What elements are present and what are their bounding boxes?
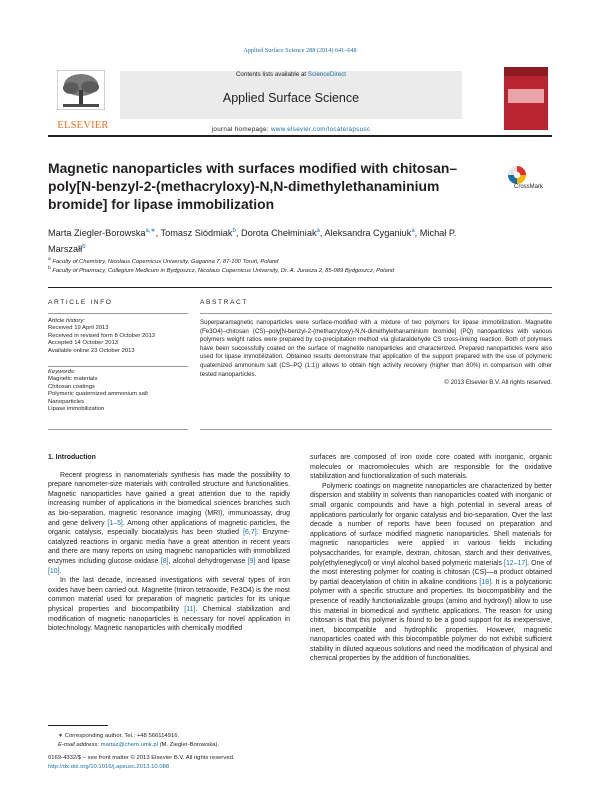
article-history: [48, 318, 188, 355]
elsevier-wordmark: ELSEVIER: [57, 120, 109, 131]
keyword: Nanoparticles: [48, 398, 85, 405]
journal-header: [48, 64, 552, 136]
article-info-divider: [48, 313, 188, 314]
article-title: Magnetic nanoparticles with surfaces modified with chitosan–poly[N-benzyl-2-(methacryloxy)-N,N-dimethylethanaminium bromide] for lipase immobilization: [48, 160, 458, 212]
author-affiliation-marker[interactable]: a: [411, 228, 415, 234]
citation-link[interactable]: [1–5]: [107, 519, 123, 527]
crossmark-label: CrossMark: [514, 184, 544, 190]
citation-link[interactable]: [9]: [247, 557, 256, 565]
article-info-divider: [48, 366, 188, 367]
paragraph-text: . One of the most interesting polymer for coating is chitosan (CS)—a product obtained by partial deacetylation of chitin in alkaline conditions: [310, 559, 552, 586]
paragraph-text: . Enzyme-catalyzed reactions in organic media have a great attention in recent years and there are many reports on using magnetic nanoparticles with immobilized enzymes including glucose oxidase: [48, 529, 290, 565]
cover-band: [504, 67, 548, 76]
homepage-label: journal homepage:: [211, 126, 271, 133]
history-item: Available online 23 October 2013: [48, 347, 135, 354]
history-item: Received in revised form 8 October 2013: [48, 332, 156, 339]
journal-banner: [120, 71, 462, 119]
article-info-divider: [48, 429, 188, 430]
affiliation-divider: [48, 287, 552, 288]
paragraph-text: In the last decade, increased investigations with several types of iron oxides have been carried out. Magnetite (triiron tetraoxide, Fe3O4) is the most common material used for preparation of magnetic particles for its unique physical properties and biocompatibility: [48, 577, 290, 613]
author-affiliation-marker[interactable]: a: [316, 228, 320, 234]
affiliation-marker: a: [48, 257, 51, 262]
elsevier-tree-icon: [57, 70, 105, 110]
header-divider: [48, 135, 552, 137]
corresponding-author-note: ∗ Corresponding author. Tel.: +48 566114916.: [58, 733, 180, 739]
citation-link[interactable]: [8]: [160, 557, 169, 565]
homepage-url-link[interactable]: www.elsevier.com/locate/apsusc: [271, 126, 371, 133]
sciencedirect-link[interactable]: ScienceDirect: [307, 71, 347, 78]
journal-reference[interactable]: Applied Surface Science 288 (2014) 641–648: [243, 47, 357, 54]
paragraph: [310, 482, 552, 664]
body-column-left: [48, 453, 290, 634]
keyword: Polymeric quaternized ammonium salt: [48, 391, 148, 398]
body-column-right: [310, 453, 552, 664]
citation-link[interactable]: [10]: [48, 567, 60, 575]
email-suffix: (M. Ziegler-Borowska).: [157, 741, 220, 748]
history-item: Received 19 April 2013: [48, 325, 109, 332]
footnote-divider: [48, 725, 108, 726]
paragraph-text: . Among other applications of magnetic particles, the organic catalysis, especially biocatalysis has been studied: [48, 519, 291, 537]
author-affiliation-marker[interactable]: a,∗: [145, 228, 156, 234]
citation-link[interactable]: [18]: [479, 578, 491, 586]
citation-link[interactable]: [6,7]: [243, 529, 257, 537]
author-name[interactable]: Dorota Chełminiak: [240, 228, 317, 239]
journal-homepage: [120, 126, 462, 133]
author-affiliation-marker[interactable]: b: [82, 244, 86, 251]
publication-info: [48, 754, 348, 771]
history-heading: Article history:: [48, 318, 85, 324]
keywords-heading: Keywords:: [48, 369, 76, 375]
abstract-divider: [200, 429, 552, 430]
citation-link[interactable]: [12–17]: [504, 559, 528, 567]
journal-title: Applied Surface Science: [222, 91, 360, 105]
author-name[interactable]: Michał P. Marszałł: [48, 228, 457, 255]
citation-link[interactable]: [11]: [184, 605, 196, 613]
paragraph-text: . It is a polycationic polymer with a specific structure and properties. Its biocompatibility and the presence of readily functionalizable groups (amino and hydroxyl) allow to use this material in biomedical and synthetic applications. The reason for using chitosan is that this polymer is found to be a good support for its inexpensive, inert, biocompatible and hydrophilic properties. However, magnetic nanoparticles coated with this biocompatible polymer do not exhibit sufficient stability in diluted aqueous solutions and need the modification of physical and chemical properties by the addition of functionalities.: [310, 578, 552, 663]
author-name[interactable]: Marta Ziegler-Borowska: [48, 228, 146, 239]
keyword: Lipase immobilization: [48, 406, 105, 413]
doi-link[interactable]: http://dx.doi.org/10.1016/j.apsusc.2013.10.088: [48, 763, 170, 770]
paragraph-text: Recent progress in nanomaterials synthesis has made the possibility to prepare nanometer-size materials with controlled structure and functionalities. Magnetic nanoparticles have gained a great attention due to the rapidly increasing number of applications in the biomedical sciences branches such as bio-separation, magnetic resonance imaging (MRI), immunoassay, drug and gene delivery: [48, 471, 290, 527]
author-separator: ,: [235, 228, 241, 239]
email-note: [48, 741, 290, 750]
affiliation-text: Faculty of Pharmacy, Collegium Medicum in Bydgoszcz, Nicolaus Copernicus University, Dr. A. Jurasza 2, 85-089 Bydgoszcz, Poland: [52, 267, 395, 274]
paragraph: [48, 471, 290, 577]
affiliation-b: [48, 266, 552, 274]
abstract-heading: ABSTRACT: [200, 299, 248, 306]
keywords-list: [48, 369, 188, 413]
keyword: Magnetic materials: [48, 376, 98, 383]
author-separator: ,: [414, 228, 420, 239]
author-affiliation-marker[interactable]: b: [232, 228, 236, 234]
author-separator: ,: [319, 228, 325, 239]
author-separator: ,: [155, 228, 161, 239]
abstract-divider: [200, 313, 552, 314]
email-label: E-mail address:: [58, 741, 101, 748]
issn-line: 0169-4332/$ – see front matter © 2013 Elsevier B.V. All rights reserved.: [48, 755, 235, 761]
paragraph: [48, 576, 290, 634]
abstract-body: [200, 319, 552, 388]
paragraph: [310, 453, 552, 482]
history-item: Accepted 14 October 2013: [48, 340, 119, 347]
copyright-notice: © 2013 Elsevier B.V. All rights reserved.: [444, 379, 552, 387]
affiliation-text: Faculty of Chemistry, Nicolaus Copernicus University, Gagarina 7, 87-100 Toruń, Poland: [52, 258, 279, 265]
publisher-logo[interactable]: [48, 64, 116, 134]
contents-prefix: Contents lists available at: [235, 71, 308, 78]
paragraph-text: . Chemical stabilization and modification of magnetic nanoparticles is necessary for novel application in biotechnology. Magnetic nanoparticles with chemically modified: [48, 605, 290, 633]
contents-line: [120, 71, 462, 78]
keyword: Chitosan coatings: [48, 383, 95, 390]
affiliation-marker: b: [48, 266, 51, 271]
paragraph-text: surfaces are composed of iron oxide core coated with inorganic, organic molecules or macromolecules which are responsible for the oxidative stabilization and functionalization of such materials.: [310, 454, 552, 481]
section-heading: 1. Introduction: [48, 454, 96, 461]
cover-label-box: [508, 89, 544, 103]
paragraph-text: Polymeric coatings on magnetite nanoparticles are characterized by better dispersion and stability in solvents than nanoparticles coated with inorganic or small organic compounds and have a high potential in several areas of applications particularly for organic catalysis and bio-separation. Over the last decade a number of reports have been focused on preparation and applications of surface modified magnetic nanoparticles. Shell materials for magnetic nanoparticles were applied in various fields including polysaccharides, for example, dextran, chitosan, starch and their derivatives, poly(ethyleneglycol) or vinyl alcohol based polymeric materials: [310, 482, 552, 567]
journal-cover-thumbnail[interactable]: [504, 67, 548, 130]
paragraph-text: and lipase: [255, 557, 290, 565]
abstract-text: Superparamagnetic nanoparticles were surface-modified with a mixture of two polymers for lipase immobilization. Magnetite (Fe3O4)–chitosan (CS)–poly[N-benzyl-2-(methacryloxy)-N,N-dimethylethanaminium bromide] (PQ) nanoparticles with various polymers weight ratios were prepared by co-precipitation method via glutaraldehyde CS cross-linking reaction. Both of polymers have been successfully coated on the surface of magnetite nanoparticles and characterized. Prepared nanoparticles were also used for lipase immobilization. Obtained results demonstrate that application of the support prepared with the use of polymeric quaternized ammonium salt (CS–PQ (1:1)) allows to obtain high activity recovery (higher than 80%) in comparison with other tested nanoparticles.: [200, 319, 552, 378]
article-info-heading: ARTICLE INFO: [48, 299, 113, 306]
author-list: [48, 224, 468, 256]
affiliation-a: [48, 257, 552, 265]
paragraph-text: .: [59, 567, 62, 575]
author-name[interactable]: Aleksandra Cyganiuk: [324, 228, 412, 239]
email-link[interactable]: martaz@chem.umk.pl: [100, 741, 158, 748]
author-name[interactable]: Tomasz Siódmiak: [160, 228, 233, 239]
footnotes: [48, 732, 290, 749]
paragraph-text: , alcohol dehydrogenase: [168, 557, 248, 565]
